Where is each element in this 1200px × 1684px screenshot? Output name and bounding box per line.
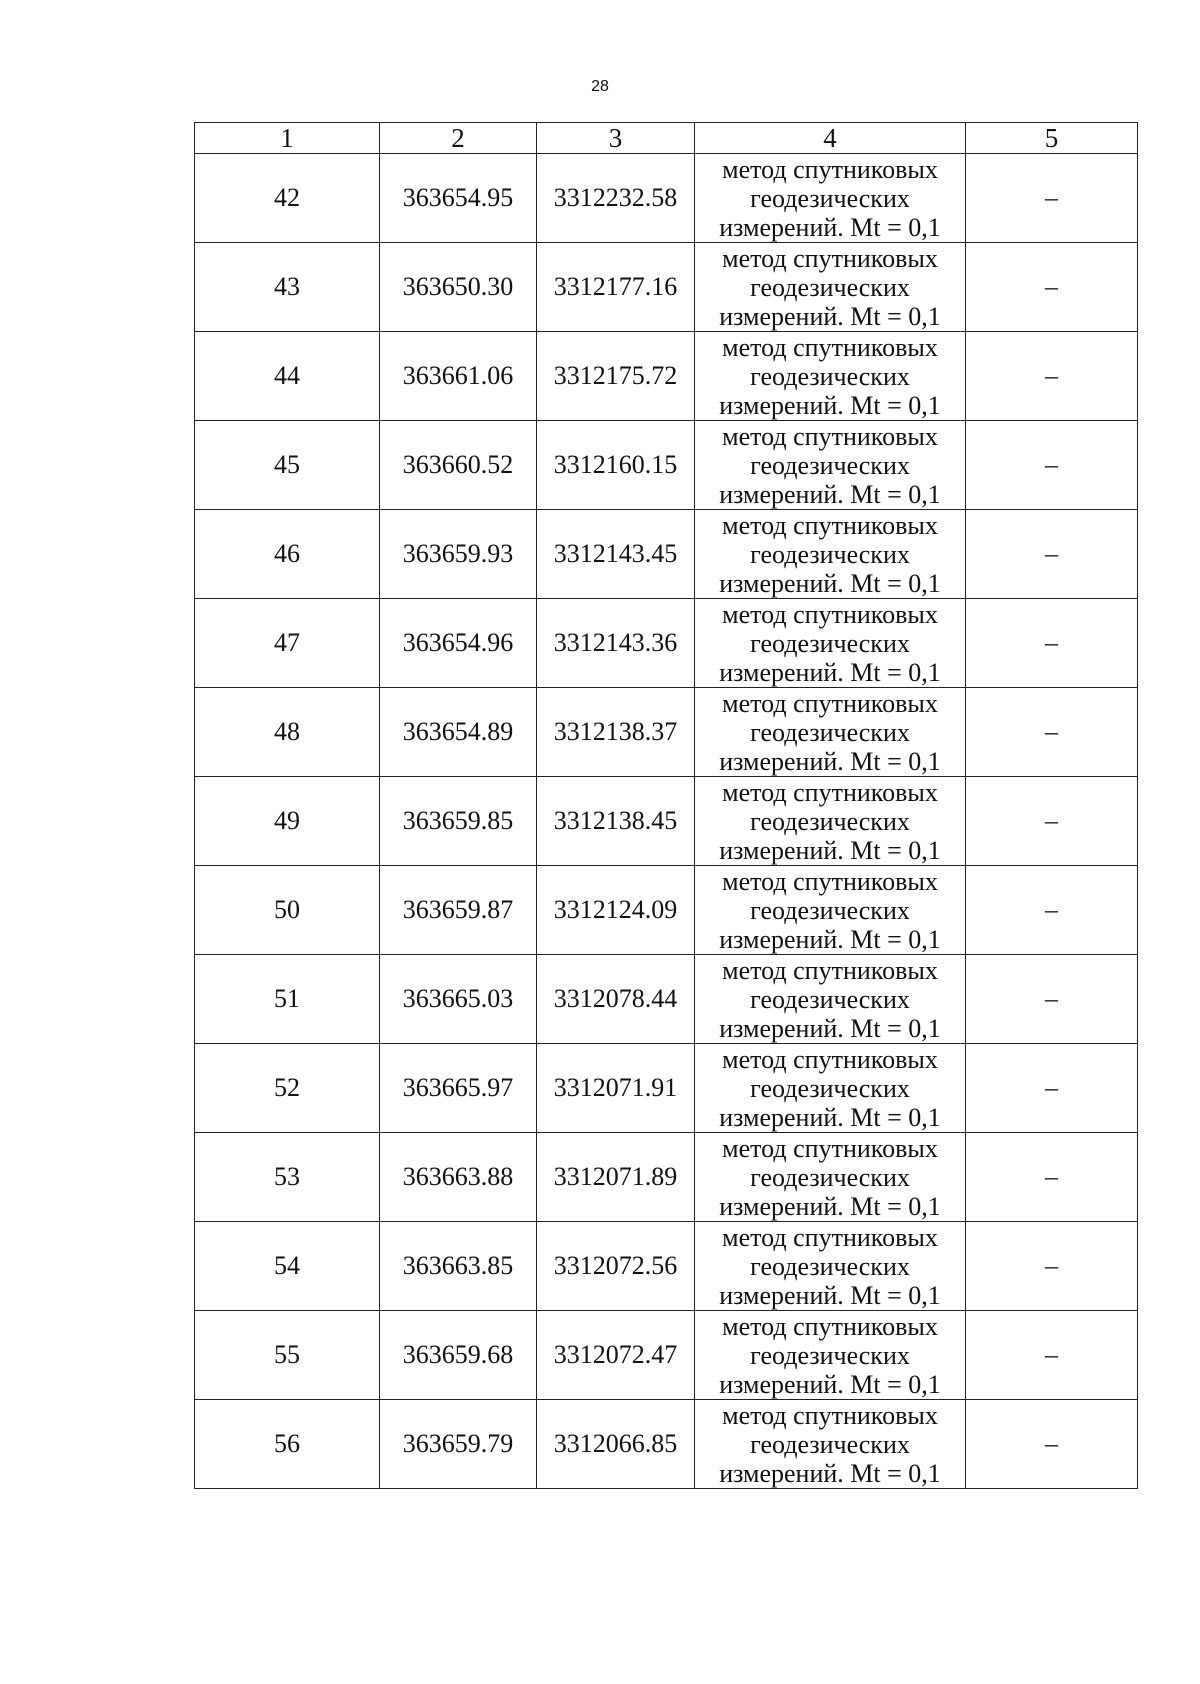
x-coordinate-cell: 363650.30 xyxy=(380,243,537,332)
y-coordinate-cell: 3312066.85 xyxy=(537,1400,695,1489)
method-text-line: геодезических xyxy=(750,1251,910,1281)
method-text-line: измерений. Mt = 0,1 xyxy=(719,1013,941,1043)
y-coordinate-cell: 3312078.44 xyxy=(537,955,695,1044)
method-text-line: измерений. Mt = 0,1 xyxy=(719,212,941,242)
point-number-cell: 48 xyxy=(195,688,380,777)
method-text-line: измерений. Mt = 0,1 xyxy=(719,835,941,865)
table-row xyxy=(195,1400,1138,1489)
method-cell xyxy=(695,332,966,421)
point-number-cell: 55 xyxy=(195,1311,380,1400)
method-text-line: геодезических xyxy=(750,1340,910,1370)
x-coordinate-cell: 363665.03 xyxy=(380,955,537,1044)
table-row xyxy=(195,1133,1138,1222)
method-text-line: метод спутниковых xyxy=(722,1311,938,1341)
x-coordinate-cell: 363660.52 xyxy=(380,421,537,510)
header-row xyxy=(195,123,1138,154)
y-coordinate-cell: 3312072.47 xyxy=(537,1311,695,1400)
column-5-cell: – xyxy=(966,510,1138,599)
method-text-line: метод спутниковых xyxy=(722,332,938,362)
column-5-cell: – xyxy=(966,154,1138,243)
point-number-cell: 43 xyxy=(195,243,380,332)
method-text-line: измерений. Mt = 0,1 xyxy=(719,1369,941,1399)
table-row xyxy=(195,1044,1138,1133)
x-coordinate-cell: 363659.85 xyxy=(380,777,537,866)
method-text-line: геодезических xyxy=(750,183,910,213)
method-text-line: метод спутниковых xyxy=(722,599,938,629)
table-row xyxy=(195,510,1138,599)
x-coordinate-cell: 363665.97 xyxy=(380,1044,537,1133)
method-text-line: измерений. Mt = 0,1 xyxy=(719,479,941,509)
method-text-line: геодезических xyxy=(750,984,910,1014)
column-5-cell: – xyxy=(966,688,1138,777)
x-coordinate-cell: 363654.89 xyxy=(380,688,537,777)
table-row xyxy=(195,955,1138,1044)
column-5-cell: – xyxy=(966,866,1138,955)
method-text-line: геодезических xyxy=(750,806,910,836)
table-row xyxy=(195,421,1138,510)
method-cell xyxy=(695,154,966,243)
y-coordinate-cell: 3312138.45 xyxy=(537,777,695,866)
x-coordinate-cell: 363654.96 xyxy=(380,599,537,688)
y-coordinate-cell: 3312232.58 xyxy=(537,154,695,243)
method-cell xyxy=(695,866,966,955)
y-coordinate-cell: 3312124.09 xyxy=(537,866,695,955)
y-coordinate-cell: 3312177.16 xyxy=(537,243,695,332)
table-body xyxy=(195,154,1138,1489)
method-text-line: измерений. Mt = 0,1 xyxy=(719,924,941,954)
table-row xyxy=(195,1222,1138,1311)
method-cell xyxy=(695,688,966,777)
method-text-line: геодезических xyxy=(750,361,910,391)
method-text-line: измерений. Mt = 0,1 xyxy=(719,568,941,598)
table-row xyxy=(195,688,1138,777)
method-text-line: измерений. Mt = 0,1 xyxy=(719,1191,941,1221)
x-coordinate-cell: 363654.95 xyxy=(380,154,537,243)
column-5-cell: – xyxy=(966,243,1138,332)
column-5-cell: – xyxy=(966,955,1138,1044)
method-cell xyxy=(695,421,966,510)
table-row xyxy=(195,243,1138,332)
method-cell xyxy=(695,510,966,599)
method-text-line: измерений. Mt = 0,1 xyxy=(719,390,941,420)
method-text-line: геодезических xyxy=(750,1429,910,1459)
y-coordinate-cell: 3312175.72 xyxy=(537,332,695,421)
header-cell-2: 2 xyxy=(380,123,537,154)
method-text-line: геодезических xyxy=(750,628,910,658)
column-5-cell: – xyxy=(966,1222,1138,1311)
table-row xyxy=(195,777,1138,866)
x-coordinate-cell: 363659.79 xyxy=(380,1400,537,1489)
point-number-cell: 46 xyxy=(195,510,380,599)
point-number-cell: 50 xyxy=(195,866,380,955)
method-text-line: измерений. Mt = 0,1 xyxy=(719,746,941,776)
method-cell xyxy=(695,599,966,688)
method-text-line: геодезических xyxy=(750,450,910,480)
method-text-line: метод спутниковых xyxy=(722,510,938,540)
method-text-line: метод спутниковых xyxy=(722,1222,938,1252)
column-5-cell: – xyxy=(966,599,1138,688)
coordinates-table xyxy=(194,122,1138,1489)
method-text-line: метод спутниковых xyxy=(722,243,938,273)
method-text-line: измерений. Mt = 0,1 xyxy=(719,301,941,331)
x-coordinate-cell: 363659.87 xyxy=(380,866,537,955)
y-coordinate-cell: 3312160.15 xyxy=(537,421,695,510)
table-row xyxy=(195,1311,1138,1400)
table-row xyxy=(195,154,1138,243)
method-text-line: метод спутниковых xyxy=(722,688,938,718)
x-coordinate-cell: 363663.85 xyxy=(380,1222,537,1311)
y-coordinate-cell: 3312071.89 xyxy=(537,1133,695,1222)
method-text-line: метод спутниковых xyxy=(722,1400,938,1430)
method-text-line: геодезических xyxy=(750,1073,910,1103)
x-coordinate-cell: 363659.93 xyxy=(380,510,537,599)
method-cell xyxy=(695,1400,966,1489)
method-cell xyxy=(695,1133,966,1222)
header-cell-3: 3 xyxy=(537,123,695,154)
method-text-line: геодезических xyxy=(750,539,910,569)
y-coordinate-cell: 3312071.91 xyxy=(537,1044,695,1133)
point-number-cell: 49 xyxy=(195,777,380,866)
column-5-cell: – xyxy=(966,1044,1138,1133)
table-header xyxy=(195,123,1138,154)
header-cell-1: 1 xyxy=(195,123,380,154)
method-text-line: измерений. Mt = 0,1 xyxy=(719,657,941,687)
column-5-cell: – xyxy=(966,421,1138,510)
x-coordinate-cell: 363661.06 xyxy=(380,332,537,421)
y-coordinate-cell: 3312143.36 xyxy=(537,599,695,688)
method-cell xyxy=(695,1222,966,1311)
method-text-line: метод спутниковых xyxy=(722,154,938,184)
table-row xyxy=(195,599,1138,688)
column-5-cell: – xyxy=(966,1133,1138,1222)
method-text-line: измерений. Mt = 0,1 xyxy=(719,1102,941,1132)
point-number-cell: 42 xyxy=(195,154,380,243)
column-5-cell: – xyxy=(966,777,1138,866)
point-number-cell: 45 xyxy=(195,421,380,510)
point-number-cell: 54 xyxy=(195,1222,380,1311)
method-text-line: метод спутниковых xyxy=(722,955,938,985)
column-5-cell: – xyxy=(966,1311,1138,1400)
method-text-line: метод спутниковых xyxy=(722,866,938,896)
x-coordinate-cell: 363659.68 xyxy=(380,1311,537,1400)
method-text-line: метод спутниковых xyxy=(722,1133,938,1163)
table-row xyxy=(195,866,1138,955)
y-coordinate-cell: 3312072.56 xyxy=(537,1222,695,1311)
method-cell xyxy=(695,1311,966,1400)
method-cell xyxy=(695,955,966,1044)
point-number-cell: 44 xyxy=(195,332,380,421)
method-text-line: геодезических xyxy=(750,717,910,747)
column-5-cell: – xyxy=(966,332,1138,421)
point-number-cell: 53 xyxy=(195,1133,380,1222)
page-number: 28 xyxy=(591,78,609,95)
method-text-line: геодезических xyxy=(750,1162,910,1192)
y-coordinate-cell: 3312143.45 xyxy=(537,510,695,599)
method-text-line: измерений. Mt = 0,1 xyxy=(719,1280,941,1310)
point-number-cell: 51 xyxy=(195,955,380,1044)
point-number-cell: 52 xyxy=(195,1044,380,1133)
method-text-line: измерений. Mt = 0,1 xyxy=(719,1458,941,1488)
header-cell-4: 4 xyxy=(695,123,966,154)
method-text-line: метод спутниковых xyxy=(722,777,938,807)
point-number-cell: 56 xyxy=(195,1400,380,1489)
method-text-line: геодезических xyxy=(750,272,910,302)
method-text-line: геодезических xyxy=(750,895,910,925)
method-cell xyxy=(695,1044,966,1133)
header-cell-5: 5 xyxy=(966,123,1138,154)
y-coordinate-cell: 3312138.37 xyxy=(537,688,695,777)
method-text-line: метод спутниковых xyxy=(722,1044,938,1074)
x-coordinate-cell: 363663.88 xyxy=(380,1133,537,1222)
table-row xyxy=(195,332,1138,421)
method-cell xyxy=(695,243,966,332)
column-5-cell: – xyxy=(966,1400,1138,1489)
point-number-cell: 47 xyxy=(195,599,380,688)
method-text-line: метод спутниковых xyxy=(722,421,938,451)
method-cell xyxy=(695,777,966,866)
